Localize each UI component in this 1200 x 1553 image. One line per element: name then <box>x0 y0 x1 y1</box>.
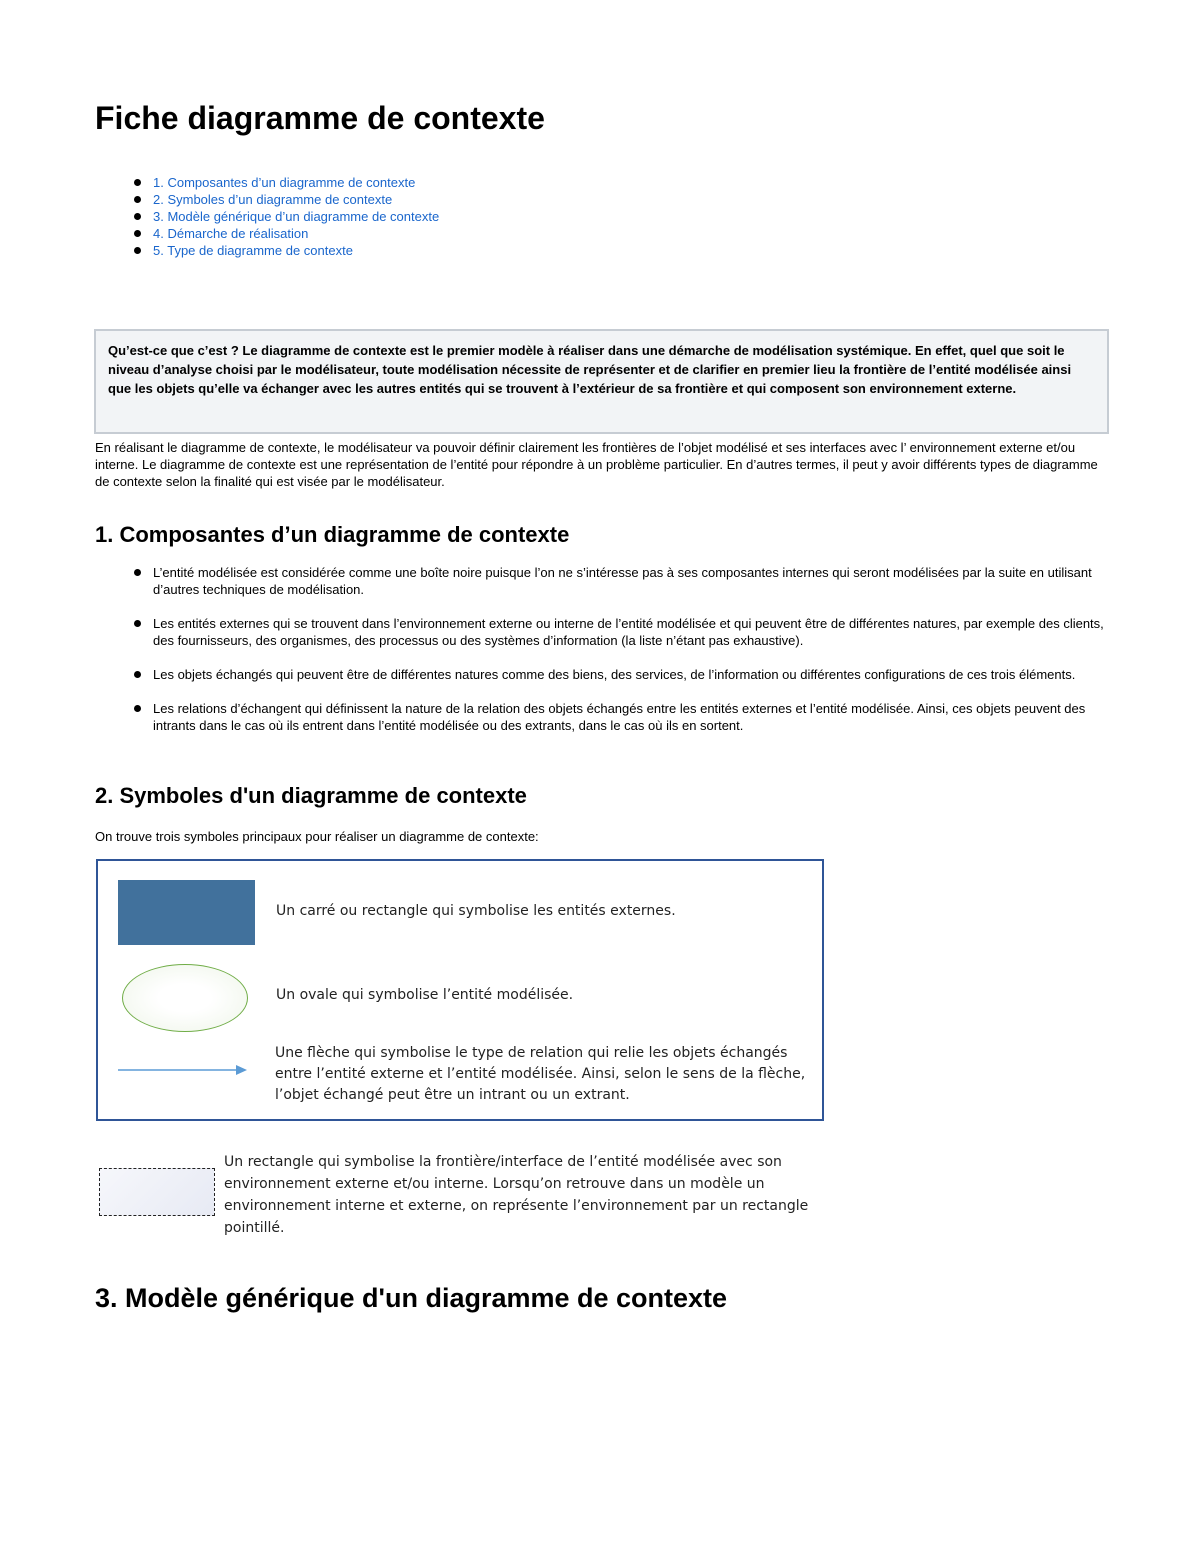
list-item: Les objets échangés qui peuvent être de différentes natures comme des biens, des services, de l’information ou différentes configurations de ces trois éléments. <box>133 666 1108 683</box>
page-title: Fiche diagramme de contexte <box>95 100 545 136</box>
arrow-symbol-icon <box>118 1063 248 1077</box>
toc-link-1[interactable]: 1. Composantes d’un diagramme de contexte <box>153 175 416 190</box>
toc-link-3[interactable]: 3. Modèle générique d’un diagramme de contexte <box>153 209 440 224</box>
toc-link-5[interactable]: 5. Type de diagramme de contexte <box>153 243 353 258</box>
toc-item <box>133 242 439 259</box>
arrow-symbol-caption: Une flèche qui symbolise le type de relation qui relie les objets échangés entre l’entité externe et l’entité modélisée. Ainsi, selon le sens de la flèche, l’objet échangé peut être un intrant ou un extrant. <box>275 1045 806 1103</box>
rect-symbol-caption: Un carré ou rectangle qui symbolise les entités externes. <box>276 903 676 919</box>
toc-item <box>133 208 439 225</box>
list-item: Les relations d’échangent qui définissent la nature de la relation des objets échangés entre les entités externes et l’entité modélisée. Ainsi, ces objets peuvent des intrants dans le cas où ils entrent dans l’entité modélisée ou des extrants, dans le cas où ils en sortent. <box>133 700 1108 734</box>
toc-item <box>133 225 439 242</box>
section-2-intro: On trouve trois symboles principaux pour réaliser un diagramme de contexte: <box>95 829 539 844</box>
toc-link-4[interactable]: 4. Démarche de réalisation <box>153 226 309 241</box>
symbols-figure <box>96 859 824 1121</box>
list-item: L’entité modélisée est considérée comme une boîte noire puisque l’on ne s’intéresse pas à ses composantes internes qui seront modélisées par la suite en utilisant d’autres techniques de modélisation. <box>133 564 1108 598</box>
toc-item <box>133 191 439 208</box>
section-2-heading: 2. Symboles d'un diagramme de contexte <box>95 783 527 808</box>
callout-text: Qu’est-ce que c’est ? Le diagramme de contexte est le premier modèle à réaliser dans une démarche de modélisation systémique. En effet, quel que soit le niveau d’analyse choisi par le modélisateur, toute modélisation nécessite de représenter et de clarifier en premier lieu la frontière de l’entité modélisée ainsi que les objets qu’elle va échanger avec les autres entités qui se trouvent à l’extérieur de sa frontière et qui composent son environnement externe. <box>108 343 1072 396</box>
definition-callout <box>94 329 1109 434</box>
intro-paragraph: En réalisant le diagramme de contexte, le modélisateur va pouvoir définir clairement les frontières de l’objet modélisé et ses interfaces avec l’ environnement externe et/ou interne. Le diagramme de contexte est une représentation de l’entité pour répondre à un problème particulier. En d’autres termes, il peut y avoir différents types de diagramme de contexte selon la finalité qui est visée par le modélisateur. <box>95 440 1098 489</box>
components-list <box>133 564 1108 751</box>
list-item: Les entités externes qui se trouvent dans l’environnement externe ou interne de l’entité modélisée et qui peuvent être de différentes natures, par exemple des clients, des fournisseurs, des organismes, des processus ou des systèmes d’information (la liste n’étant pas exhaustive). <box>133 615 1108 649</box>
dashed-symbol-caption: Un rectangle qui symbolise la frontière/interface de l’entité modélisée avec son environnement externe et/ou interne. Lorsqu’on retrouve dans un modèle un environnement interne et externe, on représente l’environnement par un rectangle pointillé. <box>224 1154 809 1236</box>
toc-link-2[interactable]: 2. Symboles d’un diagramme de contexte <box>153 192 393 207</box>
oval-symbol-caption: Un ovale qui symbolise l’entité modélisée. <box>276 987 574 1003</box>
external-entity-symbol <box>118 880 255 945</box>
section-1-heading: 1. Composantes d’un diagramme de contexte <box>95 522 570 547</box>
section-3-heading: 3. Modèle générique d'un diagramme de contexte <box>95 1283 728 1313</box>
boundary-symbol <box>99 1168 215 1216</box>
table-of-contents <box>133 174 439 259</box>
modeled-entity-symbol <box>122 964 248 1032</box>
toc-item <box>133 174 439 191</box>
